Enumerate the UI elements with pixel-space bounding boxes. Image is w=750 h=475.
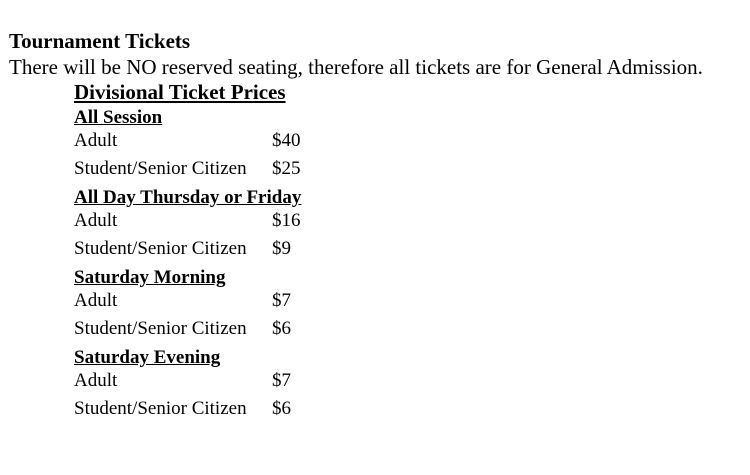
ticket-price: $25	[272, 158, 301, 179]
ticket-price: $7	[272, 290, 291, 311]
session-heading: All Day Thursday or Friday	[74, 187, 302, 208]
session-saturday-morning	[74, 267, 374, 347]
price-row	[74, 370, 374, 398]
ticket-type: Student/Senior Citizen	[74, 158, 247, 179]
page-title: Tournament Tickets	[9, 29, 191, 53]
session-heading: Saturday Morning	[74, 267, 226, 288]
session-heading: All Session	[74, 107, 163, 128]
ticket-type: Student/Senior Citizen	[74, 398, 247, 419]
price-row	[74, 238, 374, 267]
ticket-type: Adult	[74, 370, 118, 391]
session-all-day-thursday-friday	[74, 187, 374, 267]
ticket-price: $40	[272, 130, 301, 151]
session-all-session	[74, 107, 374, 187]
price-row	[74, 398, 374, 427]
price-row	[74, 318, 374, 347]
ticket-price: $16	[272, 210, 301, 231]
ticket-type: Student/Senior Citizen	[74, 318, 247, 339]
ticket-type: Adult	[74, 210, 118, 231]
ticket-type: Adult	[74, 130, 118, 151]
ticket-price: $9	[272, 238, 291, 259]
prices-heading: Divisional Ticket Prices	[74, 80, 286, 104]
price-row	[74, 210, 374, 238]
ticket-price: $6	[272, 398, 291, 419]
ticket-type: Student/Senior Citizen	[74, 238, 247, 259]
session-heading: Saturday Evening	[74, 347, 221, 368]
session-saturday-evening	[74, 347, 374, 427]
ticket-price: $7	[272, 370, 291, 391]
ticket-prices-section	[74, 80, 374, 427]
intro-text: There will be NO reserved seating, therefore all tickets are for General Admission.	[9, 55, 703, 79]
price-row	[74, 130, 374, 158]
price-row	[74, 158, 374, 187]
ticket-price: $6	[272, 318, 291, 339]
ticket-type: Adult	[74, 290, 118, 311]
price-row	[74, 290, 374, 318]
